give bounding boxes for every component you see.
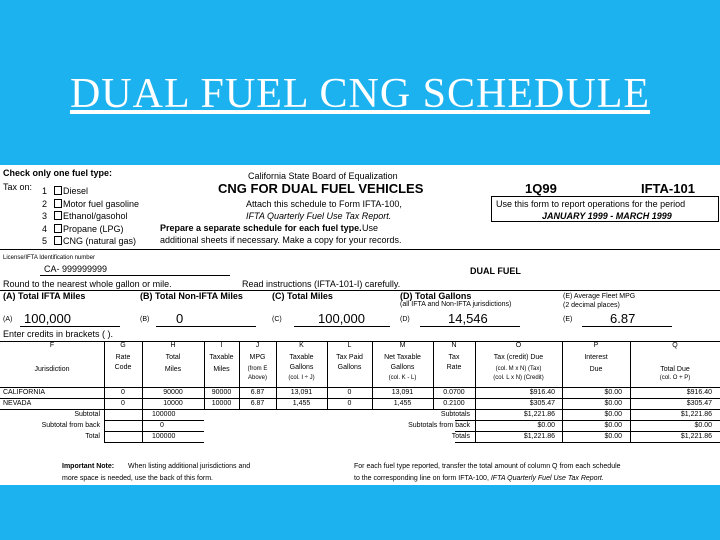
d-code: (D)	[400, 316, 410, 323]
value-underline	[294, 326, 390, 327]
b-code: (B)	[140, 316, 150, 323]
col-header-l-1: Tax Paid	[336, 354, 363, 361]
tax-on-label: Tax on:	[3, 182, 33, 192]
col-header-i-1: Taxable	[209, 354, 234, 361]
row-1-rate-code[interactable]: 0	[121, 389, 125, 396]
col-letter-g: G	[120, 342, 126, 349]
subtotal-line	[104, 431, 204, 432]
col-header-q-3: (col. O + P)	[659, 375, 691, 381]
col-line	[433, 341, 434, 409]
total-miles-sum: 100000	[152, 433, 176, 440]
period-note: Use this form to report operations for the period	[496, 199, 686, 209]
col-header-j-3: Above)	[247, 375, 267, 381]
total-gallons-value[interactable]: 14,546	[448, 311, 488, 326]
row-1-tax-due: $916.40	[529, 389, 555, 396]
divider	[0, 290, 720, 291]
gallons-subnote: (all IFTA and Non-IFTA jurisdictions)	[400, 301, 512, 308]
license-prefix: CA-	[44, 264, 60, 274]
important-note-label: Important Note:	[62, 463, 115, 470]
divider	[0, 249, 720, 250]
fuel-2-checkbox[interactable]	[54, 199, 62, 208]
subtotal-line	[455, 420, 720, 421]
a-code: (A)	[3, 316, 13, 323]
e-code: (E)	[563, 316, 573, 323]
col-header-p-1: Interest	[584, 354, 608, 361]
row-1-tax-rate: 0.0700	[443, 389, 465, 396]
col-header-q-2: Total Due	[660, 366, 690, 373]
mpg-subnote: (2 decimal places)	[563, 302, 620, 309]
note-right-2a: to the corresponding line on form IFTA-100,	[354, 475, 489, 482]
col-header-j-2: (from E	[247, 366, 268, 372]
row-1-taxable-gallons: 13,091	[290, 389, 313, 396]
fuel-3-name: Ethanol/gasohol	[63, 211, 128, 221]
form-title: CNG FOR DUAL FUEL VEHICLES	[218, 181, 424, 196]
totals-total: $1,221.86	[680, 433, 712, 440]
col-header-h-2: Miles	[164, 366, 182, 373]
col-letter-m: M	[399, 342, 406, 349]
subtotal-line	[104, 442, 204, 443]
average-mpg-value[interactable]: 6.87	[610, 311, 636, 326]
fuel-2-name: Motor fuel gasoline	[63, 199, 140, 209]
row-2-interest: $0.00	[604, 400, 622, 407]
row-line	[0, 409, 720, 410]
total-ifta-miles-header: (A) Total IFTA Miles	[3, 291, 86, 301]
row-1-jurisdiction: CALIFORNIA	[3, 389, 46, 396]
col-header-k-3: (col. I ÷ J)	[288, 375, 315, 381]
slide-title: DUAL FUEL CNG SCHEDULE	[69, 71, 651, 117]
col-header-m-1: Net Taxable	[384, 354, 421, 361]
subtotals-from-back-total: $0.00	[694, 422, 712, 429]
col-letter-l: L	[347, 342, 352, 349]
total-gallons-header: (D) Total Gallons	[400, 291, 472, 301]
fuel-5-checkbox[interactable]	[54, 236, 62, 245]
attach-note: Attach this schedule to Form IFTA-100,	[246, 199, 402, 209]
fuel-4-number: 4	[42, 224, 48, 234]
fuel-4-checkbox[interactable]	[54, 224, 62, 233]
fuel-5-number: 5	[42, 236, 48, 246]
note-right-1: For each fuel type reported, transfer the total amount of column Q from each schedule	[354, 463, 621, 470]
col-header-g-2: Code	[114, 364, 132, 371]
fuel-4-name: Propane (LPG)	[63, 224, 124, 234]
subtotal-line	[455, 442, 720, 443]
row-2-jurisdiction: NEVADA	[3, 400, 32, 407]
col-letter-i: I	[220, 342, 223, 349]
license-number[interactable]: 999999999	[62, 264, 108, 274]
col-letter-j: J	[255, 342, 260, 349]
subtotal-line	[455, 431, 720, 432]
use-word: Use	[362, 223, 379, 233]
note-left-2: more space is needed, use the back of this form.	[62, 475, 213, 482]
subtotal-label: Subtotal	[74, 411, 100, 418]
row-2-total-due: $305.47	[686, 400, 712, 407]
total-ifta-miles-value[interactable]: 100,000	[24, 311, 71, 326]
row-1-tax-paid-gallons[interactable]: 0	[347, 389, 352, 396]
totals-label: Totals	[451, 433, 470, 440]
col-header-l-2: Gallons	[337, 364, 362, 371]
subtotals-from-back-tax: $0.00	[537, 422, 555, 429]
col-header-h-1: Total	[165, 354, 181, 361]
row-2-total-miles[interactable]: 10000	[163, 400, 183, 407]
subtotal-miles: 100000	[152, 411, 176, 418]
col-header-n-2: Rate	[446, 364, 462, 371]
fuel-1-name: Diesel	[63, 186, 89, 196]
round-note: Round to the nearest whole gallon or mile.	[3, 279, 172, 289]
col-header-o-1: Tax (credit) Due	[493, 354, 544, 361]
col-line	[204, 341, 205, 409]
subtotals-from-back-label: Subtotals from back	[408, 422, 470, 429]
total-non-ifta-miles-value[interactable]: 0	[176, 311, 184, 326]
fuel-3-number: 3	[42, 211, 48, 221]
quarter: 1Q99	[525, 181, 557, 196]
value-underline	[582, 326, 672, 327]
row-1-mpg: 6.87	[250, 389, 265, 396]
fuel-1-checkbox[interactable]	[54, 186, 62, 195]
license-label: License/IFTA Identification number	[3, 255, 95, 261]
fuel-1-number: 1	[42, 186, 48, 196]
col-letter-p: P	[593, 342, 599, 349]
col-header-j-1: MPG	[249, 354, 266, 361]
row-2-tax-paid-gallons[interactable]: 0	[347, 400, 352, 407]
row-2-taxable-gallons: 1,455	[292, 400, 311, 407]
col-header-g-1: Rate	[115, 354, 131, 361]
col-letter-k: K	[299, 342, 304, 349]
row-2-tax-due: $305.47	[529, 400, 555, 407]
row-1-net-taxable: 13,091	[391, 389, 414, 396]
subtotals-interest: $0.00	[604, 411, 622, 418]
ifta-101-form	[0, 165, 720, 485]
row-2-tax-rate: 0.2100	[443, 400, 465, 407]
totals-tax: $1,221.86	[523, 433, 555, 440]
col-header-o-3: (col. L x N) (Credit)	[493, 375, 544, 381]
total-label: Total	[85, 433, 100, 440]
row-2-taxable-miles[interactable]: 10000	[211, 400, 232, 407]
c-code: (C)	[272, 316, 282, 323]
subtotal-from-back-miles: 0	[160, 422, 164, 429]
average-mpg-header: (E) Average Fleet MPG	[563, 293, 636, 300]
additional-sheets-note: additional sheets if necessary. Make a copy for your records.	[160, 235, 402, 245]
row-1-total-miles[interactable]: 90000	[163, 389, 183, 396]
period: JANUARY 1999 - MARCH 1999	[542, 211, 672, 221]
fuel-2-number: 2	[42, 199, 48, 209]
subtotals-label: Subtotals	[440, 411, 470, 418]
col-letter-o: O	[515, 342, 522, 349]
prepare-note: Prepare a separate schedule for each fuel type.	[160, 223, 362, 233]
check-one-label: Check only one fuel type:	[3, 168, 113, 178]
col-header-m-2: Gallons	[390, 364, 415, 371]
total-miles-value[interactable]: 100,000	[318, 311, 365, 326]
col-line	[327, 341, 328, 409]
agency-name: California State Board of Equalization	[248, 171, 398, 181]
value-underline	[20, 326, 120, 327]
table-header-line	[0, 387, 720, 388]
subtotals-from-back-interest: $0.00	[604, 422, 622, 429]
col-letter-q: Q	[672, 342, 678, 349]
fuel-3-checkbox[interactable]	[54, 211, 62, 220]
col-letter-n: N	[451, 342, 457, 349]
row-1-taxable-miles[interactable]: 90000	[211, 389, 232, 396]
note-left-1: When listing additional jurisdictions and	[128, 463, 251, 470]
col-header-m-3: (col. K - L)	[388, 375, 417, 381]
fuel-label: DUAL FUEL	[470, 266, 521, 276]
row-1-interest: $0.00	[604, 389, 622, 396]
row-line	[0, 398, 720, 399]
total-miles-header: (C) Total Miles	[272, 291, 333, 301]
license-underline	[40, 275, 230, 276]
row-1-total-due: $916.40	[686, 389, 712, 396]
col-header-o-2: (col. M x N) (Tax)	[495, 366, 542, 372]
read-instructions-note: Read instructions (IFTA-101-I) carefully.	[242, 279, 401, 289]
subtotals-total: $1,221.86	[680, 411, 712, 418]
value-underline	[156, 326, 256, 327]
col-header-i-2: Miles	[213, 366, 230, 373]
subtotals-tax: $1,221.86	[523, 411, 555, 418]
report-name: IFTA Quarterly Fuel Use Tax Report.	[246, 211, 392, 221]
value-underline	[420, 326, 520, 327]
row-2-net-taxable: 1,455	[393, 400, 412, 407]
form-number: IFTA-101	[641, 181, 695, 196]
col-header-jurisdiction: Jurisdiction	[34, 366, 70, 373]
col-letter-f: F	[49, 342, 55, 349]
row-2-rate-code[interactable]: 0	[121, 400, 125, 407]
col-letter-h: H	[170, 342, 176, 349]
subtotal-line	[104, 420, 204, 421]
note-right-2b: IFTA Quarterly Fuel Use Tax Report.	[490, 475, 604, 482]
col-header-n-1: Tax	[448, 354, 460, 361]
row-2-mpg: 6.87	[250, 400, 265, 407]
fuel-5-name: CNG (natural gas)	[63, 236, 137, 246]
totals-interest: $0.00	[604, 433, 622, 440]
col-header-k-1: Taxable	[289, 354, 314, 361]
credits-note: Enter credits in brackets ( ).	[3, 329, 114, 339]
total-non-ifta-miles-header: (B) Total Non-IFTA Miles	[140, 291, 243, 301]
subtotal-from-back-label: Subtotal from back	[41, 422, 100, 429]
col-header-p-2: Due	[589, 366, 603, 373]
col-header-k-2: Gallons	[289, 364, 314, 371]
